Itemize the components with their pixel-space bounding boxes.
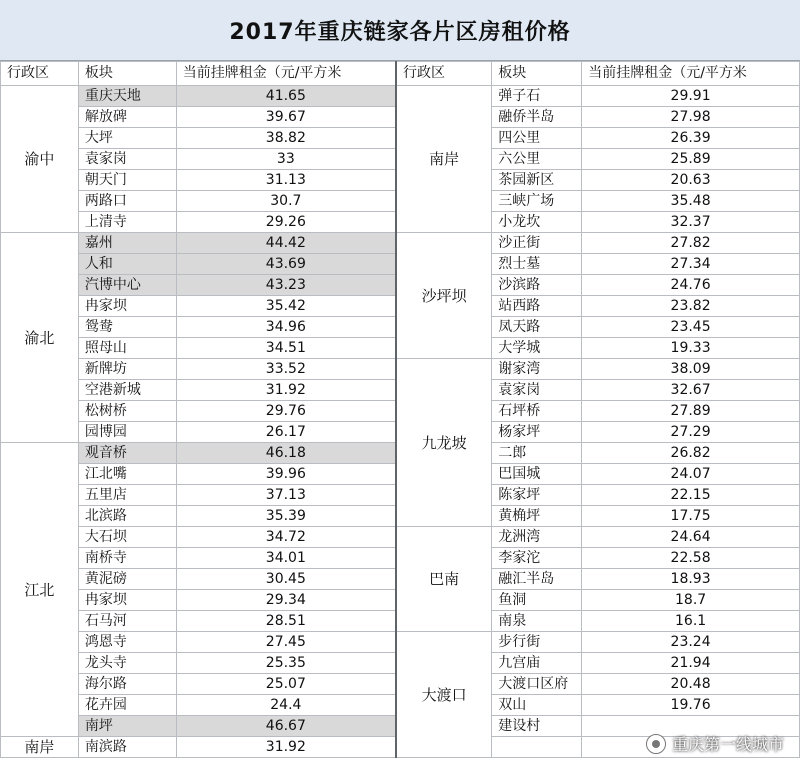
price-cell-right: 32.67	[582, 380, 800, 401]
block-cell-right: 融汇半岛	[492, 569, 582, 590]
block-cell-right: 二郎	[492, 443, 582, 464]
price-cell: 28.51	[176, 611, 396, 632]
block-cell-right: 融侨半岛	[492, 107, 582, 128]
price-cell: 27.45	[176, 632, 396, 653]
price-cell: 31.92	[176, 380, 396, 401]
block-cell-right: 石坪桥	[492, 401, 582, 422]
price-cell-right: 21.94	[582, 653, 800, 674]
price-cell-right: 38.09	[582, 359, 800, 380]
price-cell: 31.92	[176, 737, 396, 758]
price-cell-right: 26.82	[582, 443, 800, 464]
price-cell: 46.67	[176, 716, 396, 737]
price-cell-right: 35.48	[582, 191, 800, 212]
price-cell: 43.23	[176, 275, 396, 296]
block-cell: 冉家坝	[78, 296, 176, 317]
block-cell: 大石坝	[78, 527, 176, 548]
price-cell-right: 22.58	[582, 548, 800, 569]
block-cell: 大坪	[78, 128, 176, 149]
district-cell: 南岸	[1, 737, 79, 758]
block-cell-right: 九宫庙	[492, 653, 582, 674]
block-cell: 上清寺	[78, 212, 176, 233]
block-cell-right: 鱼洞	[492, 590, 582, 611]
block-cell: 南坪	[78, 716, 176, 737]
block-cell: 照母山	[78, 338, 176, 359]
block-cell-right: 四公里	[492, 128, 582, 149]
price-cell: 34.72	[176, 527, 396, 548]
price-cell-right: 19.76	[582, 695, 800, 716]
price-cell-right: 19.33	[582, 338, 800, 359]
price-cell-right: 23.45	[582, 317, 800, 338]
watermark-text: 重庆第一线城市	[671, 735, 784, 754]
block-cell: 石马河	[78, 611, 176, 632]
block-cell-right: 凤天路	[492, 317, 582, 338]
price-cell-right: 20.48	[582, 674, 800, 695]
price-cell: 29.26	[176, 212, 396, 233]
price-cell: 44.42	[176, 233, 396, 254]
table-row	[1, 527, 800, 548]
block-cell-right: 三峡广场	[492, 191, 582, 212]
price-cell: 26.17	[176, 422, 396, 443]
block-cell-right: 大渡口区府	[492, 674, 582, 695]
block-cell: 朝天门	[78, 170, 176, 191]
block-cell: 北滨路	[78, 506, 176, 527]
block-cell-right	[492, 737, 582, 758]
price-cell: 29.34	[176, 590, 396, 611]
header-district: 行政区	[1, 62, 79, 86]
block-cell: 汽博中心	[78, 275, 176, 296]
district-cell-right: 大渡口	[396, 632, 492, 758]
price-cell: 35.42	[176, 296, 396, 317]
price-cell-right: 27.89	[582, 401, 800, 422]
price-cell: 43.69	[176, 254, 396, 275]
price-cell: 46.18	[176, 443, 396, 464]
price-cell-right: 18.93	[582, 569, 800, 590]
price-cell: 31.13	[176, 170, 396, 191]
block-cell: 冉家坝	[78, 590, 176, 611]
price-cell-right: 24.07	[582, 464, 800, 485]
block-cell-right: 茶园新区	[492, 170, 582, 191]
price-cell: 41.65	[176, 86, 396, 107]
block-cell: 花卉园	[78, 695, 176, 716]
price-cell-right: 17.75	[582, 506, 800, 527]
district-cell: 渝中	[1, 86, 79, 233]
block-cell: 江北嘴	[78, 464, 176, 485]
block-cell-right: 六公里	[492, 149, 582, 170]
price-cell-right: 23.82	[582, 296, 800, 317]
price-cell-right: 20.63	[582, 170, 800, 191]
price-cell: 30.7	[176, 191, 396, 212]
block-cell: 松树桥	[78, 401, 176, 422]
block-cell: 海尔路	[78, 674, 176, 695]
block-cell-right: 沙正街	[492, 233, 582, 254]
district-cell-right: 九龙坡	[396, 359, 492, 527]
price-cell: 25.35	[176, 653, 396, 674]
price-cell-right: 24.76	[582, 275, 800, 296]
block-cell-right: 袁家岗	[492, 380, 582, 401]
price-cell: 37.13	[176, 485, 396, 506]
price-cell: 29.76	[176, 401, 396, 422]
header-block: 板块	[78, 62, 176, 86]
price-cell-right: 26.39	[582, 128, 800, 149]
price-cell: 34.51	[176, 338, 396, 359]
price-cell-right: 27.98	[582, 107, 800, 128]
block-cell: 鸿恩寺	[78, 632, 176, 653]
price-cell-right: 27.82	[582, 233, 800, 254]
block-cell-right: 黄桷坪	[492, 506, 582, 527]
block-cell-right: 建设村	[492, 716, 582, 737]
block-cell-right: 烈士墓	[492, 254, 582, 275]
block-cell: 龙头寺	[78, 653, 176, 674]
district-cell-right: 沙坪坝	[396, 233, 492, 359]
block-cell: 园博园	[78, 422, 176, 443]
price-cell-right: 25.89	[582, 149, 800, 170]
block-cell-right: 弹子石	[492, 86, 582, 107]
block-cell: 南桥寺	[78, 548, 176, 569]
block-cell-right: 沙滨路	[492, 275, 582, 296]
block-cell: 黄泥磅	[78, 569, 176, 590]
block-cell-right: 巴国城	[492, 464, 582, 485]
rent-price-table	[0, 61, 800, 758]
block-cell: 空港新城	[78, 380, 176, 401]
price-cell-right: 24.64	[582, 527, 800, 548]
price-cell-right: 22.15	[582, 485, 800, 506]
price-cell: 25.07	[176, 674, 396, 695]
price-cell-right: 27.34	[582, 254, 800, 275]
block-cell: 袁家岗	[78, 149, 176, 170]
watermark	[646, 732, 784, 755]
header-price-right: 当前挂牌租金（元/平方米	[582, 62, 800, 86]
block-cell: 南滨路	[78, 737, 176, 758]
price-cell-right: 32.37	[582, 212, 800, 233]
block-cell-right: 大学城	[492, 338, 582, 359]
block-cell: 重庆天地	[78, 86, 176, 107]
block-cell-right: 站西路	[492, 296, 582, 317]
sheet-title: 2017年重庆链家各片区房租价格	[0, 0, 800, 61]
block-cell: 嘉州	[78, 233, 176, 254]
block-cell: 新牌坊	[78, 359, 176, 380]
wechat-icon	[646, 734, 666, 754]
price-cell-right: 29.91	[582, 86, 800, 107]
price-cell: 39.96	[176, 464, 396, 485]
price-cell: 34.01	[176, 548, 396, 569]
table-row	[1, 233, 800, 254]
header-block-right: 板块	[492, 62, 582, 86]
header-district-right: 行政区	[396, 62, 492, 86]
price-cell: 35.39	[176, 506, 396, 527]
table-row	[1, 632, 800, 653]
block-cell-right: 龙洲湾	[492, 527, 582, 548]
block-cell: 观音桥	[78, 443, 176, 464]
block-cell-right: 南泉	[492, 611, 582, 632]
block-cell-right: 李家沱	[492, 548, 582, 569]
block-cell: 两路口	[78, 191, 176, 212]
price-cell: 24.4	[176, 695, 396, 716]
district-cell-right: 巴南	[396, 527, 492, 632]
price-cell: 38.82	[176, 128, 396, 149]
price-cell: 33.52	[176, 359, 396, 380]
block-cell: 人和	[78, 254, 176, 275]
table-row	[1, 86, 800, 107]
district-cell: 江北	[1, 443, 79, 737]
header-row	[1, 62, 800, 86]
price-cell-right: 16.1	[582, 611, 800, 632]
header-price: 当前挂牌租金（元/平方米	[176, 62, 396, 86]
block-cell: 解放碑	[78, 107, 176, 128]
price-cell: 34.96	[176, 317, 396, 338]
district-cell-right: 南岸	[396, 86, 492, 233]
price-cell-right: 23.24	[582, 632, 800, 653]
block-cell-right: 小龙坎	[492, 212, 582, 233]
block-cell-right: 谢家湾	[492, 359, 582, 380]
block-cell-right: 步行街	[492, 632, 582, 653]
table-row	[1, 359, 800, 380]
price-cell: 39.67	[176, 107, 396, 128]
block-cell: 五里店	[78, 485, 176, 506]
price-cell: 33	[176, 149, 396, 170]
block-cell-right: 陈家坪	[492, 485, 582, 506]
block-cell-right: 双山	[492, 695, 582, 716]
price-cell: 30.45	[176, 569, 396, 590]
block-cell: 鸳鸯	[78, 317, 176, 338]
district-cell: 渝北	[1, 233, 79, 443]
block-cell-right: 杨家坪	[492, 422, 582, 443]
price-cell-right: 27.29	[582, 422, 800, 443]
price-cell-right: 18.7	[582, 590, 800, 611]
